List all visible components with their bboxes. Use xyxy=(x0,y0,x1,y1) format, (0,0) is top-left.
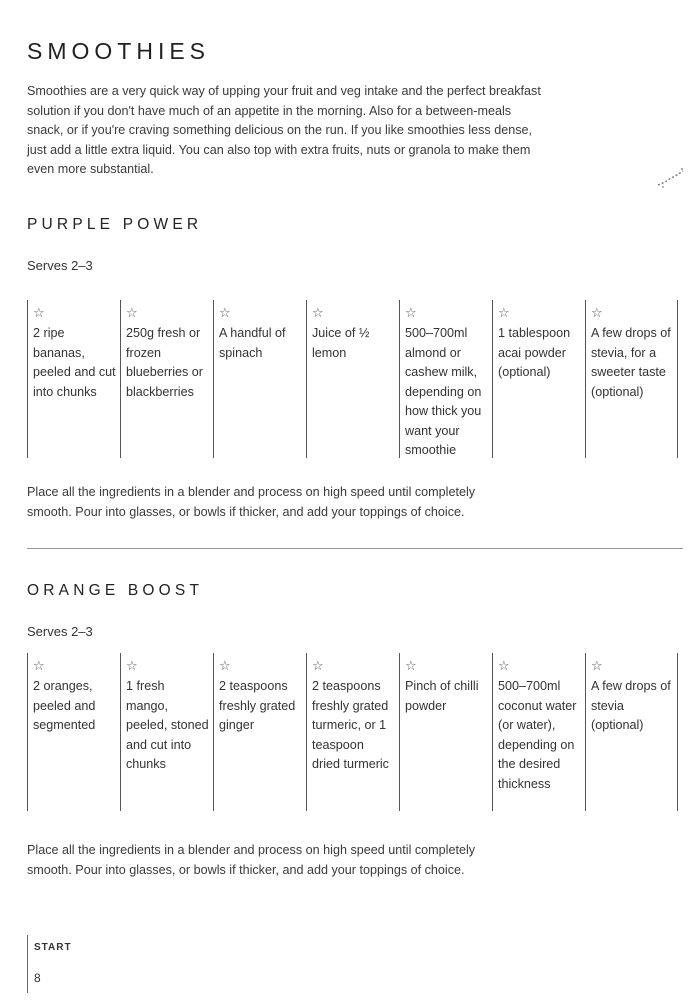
serves-orange-boost: Serves 2–3 xyxy=(27,624,93,639)
ingredient-text: A few drops of stevia (optional) xyxy=(591,679,671,732)
ingredient-item xyxy=(27,300,120,458)
ingredient-item xyxy=(27,653,120,811)
ingredient-text: 1 fresh mango, peeled, stoned and cut into chunks xyxy=(126,679,209,771)
star-outline-icon: ☆ xyxy=(312,658,324,673)
star-outline-icon: ☆ xyxy=(126,305,138,320)
intro-paragraph: Smoothies are a very quick way of upping your fruit and veg intake and the perfect breakfast solution if you don't have much of an appetite in the morning. Also for a between-meals snack, or if you're craving something delicious on the run. If you like smoothies less dense, just add a little extra liquid. You can also top with extra fruits, nuts or granola to make them even more substantial. xyxy=(27,84,541,177)
ingredient-item xyxy=(399,653,492,811)
ingredient-text: 2 oranges, peeled and segmented xyxy=(33,679,96,732)
star-outline-icon: ☆ xyxy=(219,305,231,320)
ingredient-item xyxy=(213,300,306,458)
section-divider xyxy=(27,548,683,549)
ingredient-text: 2 teaspoons freshly grated ginger xyxy=(219,679,296,732)
ingredient-text: 2 ripe bananas, peeled and cut into chunks xyxy=(33,326,116,399)
star-outline-icon: ☆ xyxy=(33,305,45,320)
star-outline-icon: ☆ xyxy=(498,658,510,673)
method-purple-power: Place all the ingredients in a blender and process on high speed until completely smooth. Pour into glasses, or bowls if thicker, and add your toppings of choice. xyxy=(27,485,476,519)
ingredient-text: 250g fresh or frozen blueberries or blackberries xyxy=(126,326,204,399)
ingredient-text: Pinch of chilli powder xyxy=(405,679,479,713)
ingredient-item xyxy=(120,653,213,811)
page-number: 8 xyxy=(34,971,41,985)
ingredient-text: Juice of ½ lemon xyxy=(312,326,370,360)
ingredient-item xyxy=(585,653,678,811)
ingredient-item xyxy=(585,300,678,458)
page-title: SMOOTHIES xyxy=(27,38,211,64)
ingredient-list-purple-power xyxy=(27,300,678,458)
ingredient-item xyxy=(120,300,213,458)
ingredient-text: A few drops of stevia, for a sweeter taste (optional) xyxy=(591,326,671,399)
ingredient-text: 500–700ml coconut water (or water), depending on the desired thickness xyxy=(498,679,577,791)
ingredient-text: 1 tablespoon acai powder (optional) xyxy=(498,326,571,379)
ingredient-item xyxy=(492,653,585,811)
recipe-title-orange-boost: ORANGE BOOST xyxy=(27,582,204,599)
ingredient-item xyxy=(399,300,492,458)
ingredient-item xyxy=(492,300,585,458)
ingredient-item xyxy=(213,653,306,811)
serves-purple-power: Serves 2–3 xyxy=(27,258,93,273)
ingredient-text: A handful of spinach xyxy=(219,326,286,360)
ingredient-list-orange-boost xyxy=(27,653,678,811)
star-outline-icon: ☆ xyxy=(498,305,510,320)
star-outline-icon: ☆ xyxy=(312,305,324,320)
star-outline-icon: ☆ xyxy=(591,305,603,320)
recipe-title-purple-power: PURPLE POWER xyxy=(27,216,203,233)
ingredient-item xyxy=(306,300,399,458)
star-outline-icon: ☆ xyxy=(405,305,417,320)
footer-rule xyxy=(27,935,28,993)
decorative-speck xyxy=(655,165,687,191)
footer-section-label: START xyxy=(34,942,72,953)
ingredient-text: 2 teaspoons freshly grated turmeric, or 1 teaspoon dried turmeric xyxy=(312,679,389,771)
ingredient-item xyxy=(306,653,399,811)
star-outline-icon: ☆ xyxy=(219,658,231,673)
star-outline-icon: ☆ xyxy=(126,658,138,673)
star-outline-icon: ☆ xyxy=(33,658,45,673)
star-outline-icon: ☆ xyxy=(591,658,603,673)
star-outline-icon: ☆ xyxy=(405,658,417,673)
method-orange-boost: Place all the ingredients in a blender and process on high speed until completely smooth. Pour into glasses, or bowls if thicker, and add your toppings of choice. xyxy=(27,843,476,877)
ingredient-text: 500–700ml almond or cashew milk, depending on how thick you want your smoothie xyxy=(405,326,482,457)
